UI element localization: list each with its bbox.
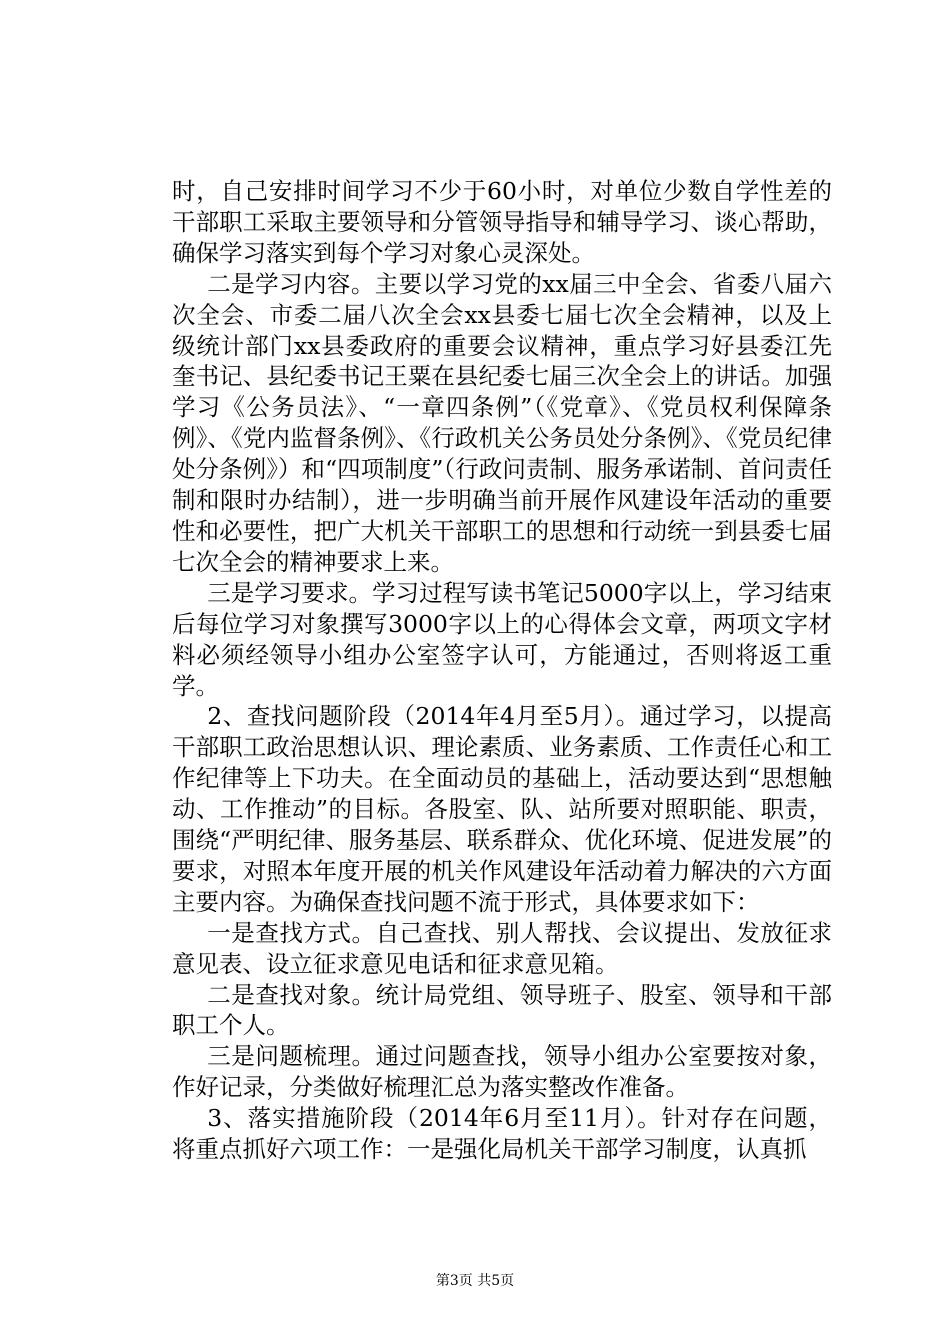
paragraph-continuation: 时，自己安排时间学习不少于60小时，对单位少数自学性差的干部职工采取主要领导和分管领导指导和辅导学习、谈心帮助，确保学习落实到每个学习对象心灵深处。	[172, 177, 832, 267]
paragraph-find-method: 一是查找方式。自己查找、别人帮找、会议提出、发放征求意见表、设立征求意见电话和征求意见箱。	[172, 918, 832, 978]
paragraph-study-requirements: 三是学习要求。学习过程写读书笔记5000字以上，学习结束后每位学习对象撰写3000字以上的心得体会文章，两项文字材料必须经领导小组办公室签字认可，方能通过，否则将返工重学。	[172, 578, 832, 700]
page-number-footer: 第3页 共5页	[435, 1273, 515, 1289]
paragraph-find-problems-stage: 2、查找问题阶段（2014年4月至5月）。通过学习，以提高干部职工政治思想认识、理论素质、业务素质、工作责任心和工作纪律等上下功夫。在全面动员的基础上，活动要达到“思想触动、工作推动”的目标。各股室、队、站所要对照职能、职责，围绕“严明纪律、服务基层、联系群众、优化环境、促进发展”的要求，对照本年度开展的机关作风建设年活动着力解决的六方面主要内容。为确保查找问题不流于形式，具体要求如下：	[172, 702, 832, 916]
paragraph-implementation-stage: 3、落实措施阶段（2014年6月至11月）。针对存在问题，将重点抓好六项工作：一是强化局机关干部学习制度，认真抓	[172, 1104, 832, 1164]
paragraph-problem-sorting: 三是问题梳理。通过问题查找，领导小组办公室要按对象，作好记录，分类做好梳理汇总为落实整改作准备。	[172, 1042, 832, 1102]
paragraph-find-targets: 二是查找对象。统计局党组、领导班子、股室、领导和干部职工个人。	[172, 980, 832, 1040]
paragraph-study-content: 二是学习内容。主要以学习党的xx届三中全会、省委八届六次全会、市委二届八次全会xx县委七届七次全会精神，以及上级统计部门xx县委政府的重要会议精神，重点学习好县委江先奎书记、县纪委书记王粟在县纪委七届三次全会上的讲话。加强学习《公务员法》、“一章四条例”（《党章》、《党员权利保障条例》、《党内监督条例》、《行政机关公务员处分条例》、《党员纪律处分条例》）和“四项制度”（行政问责制、服务承诺制、首问责任制和限时办结制），进一步明确当前开展作风建设年活动的重要性和必要性，把广大机关干部职工的思想和行动统一到县委七届七次全会的精神要求上来。	[172, 269, 832, 576]
document-body	[172, 176, 832, 1165]
